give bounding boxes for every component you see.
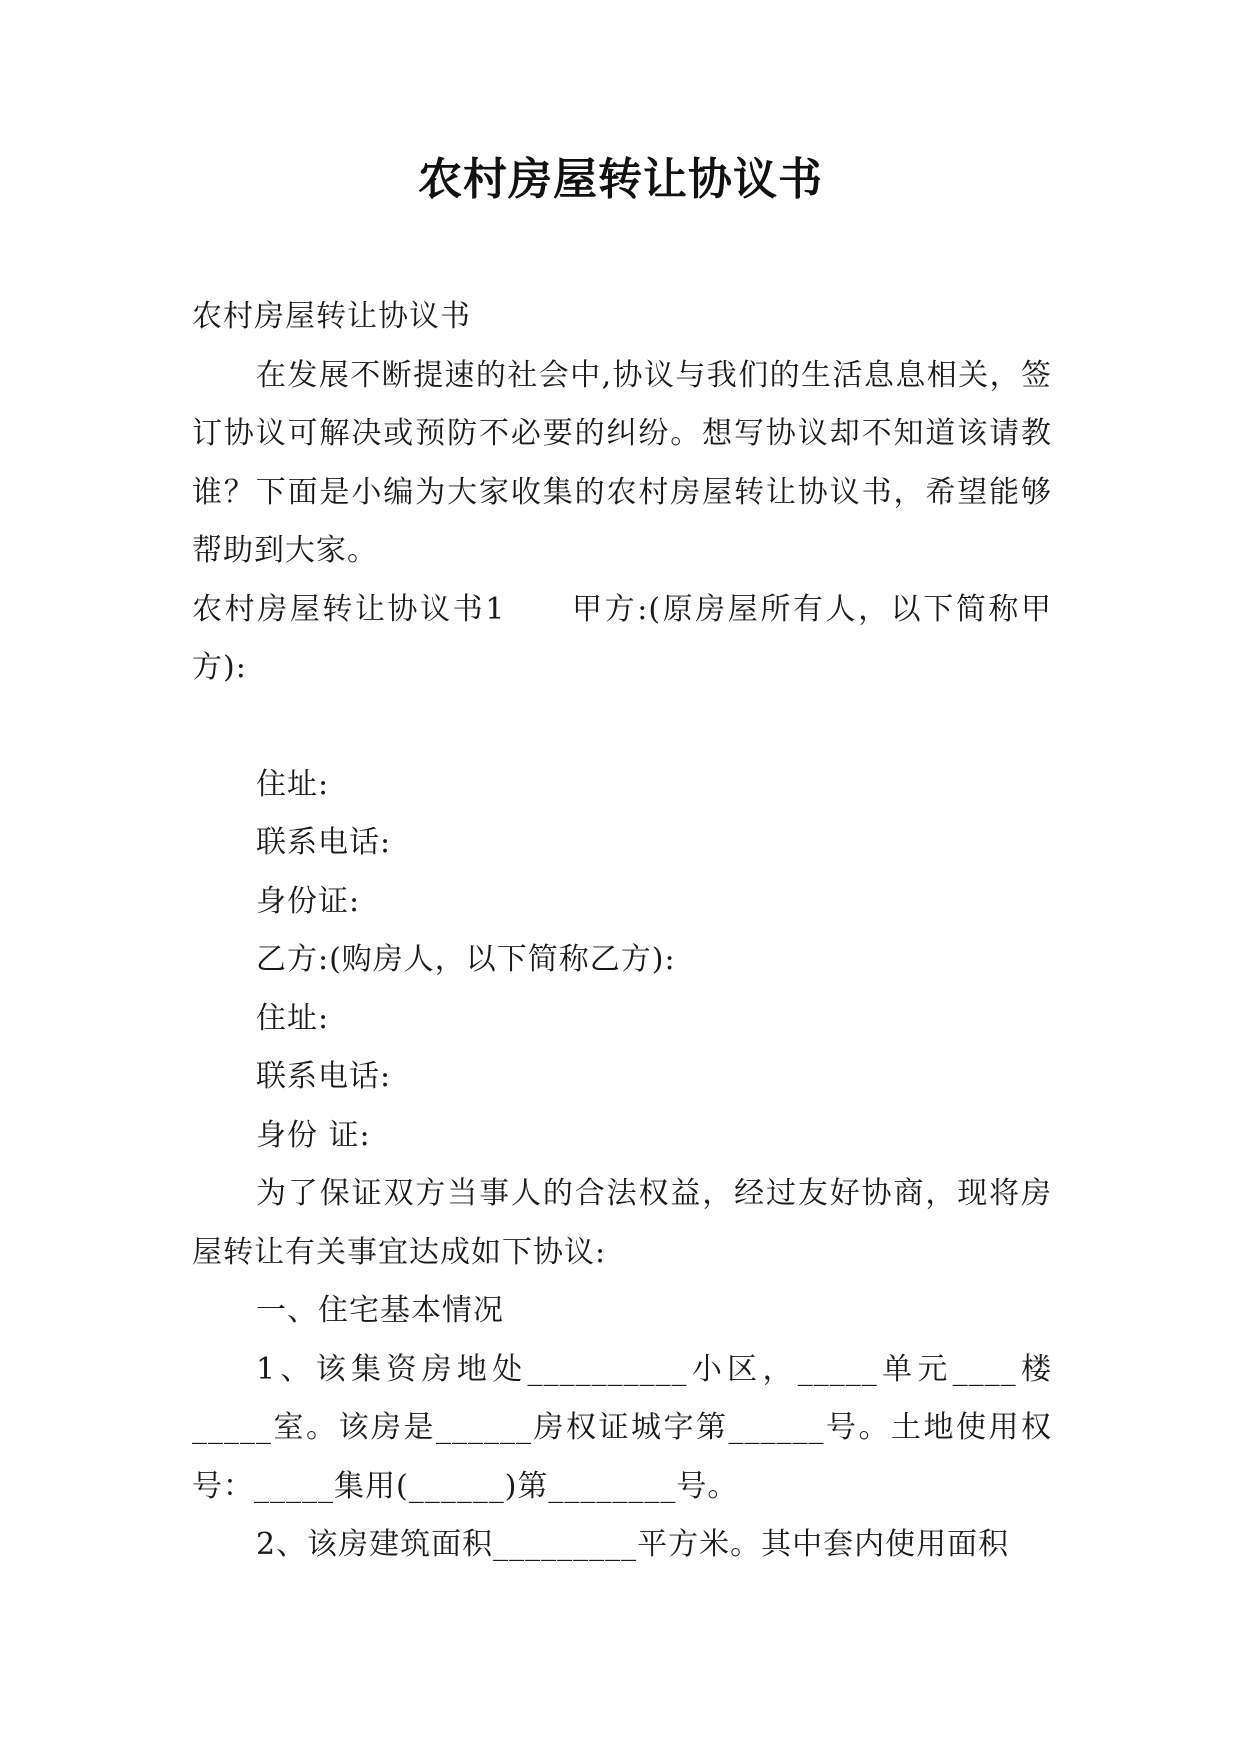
paragraph-intro: 在发展不断提速的社会中,协议与我们的生活息息相关，签订协议可解决或预防不必要的纠纷。想写协议却不知道该请教谁？下面是小编为大家收集的农村房屋转让协议书，希望能够帮助到大家。 [192,357,1052,568]
paragraph-party-b: 乙方:(购房人，以下简称乙方): [256,942,676,977]
field-party-a-phone: 联系电话: [256,825,392,860]
field-party-b-id: 身份 证: [256,1117,371,1153]
field-party-a-id: 身份证: [256,883,361,919]
section-heading-1: 一、住宅基本情况 [256,1293,504,1328]
document-title: 农村房屋转让协议书 [418,154,823,205]
paragraph-party-a: 农村房屋转让协议书1 甲方:(原房屋所有人，以下简称甲方): [192,591,1052,685]
clause-1: 1、该集资房地处__________小区，_____单元____楼_____室。该房是______房权证城字第______号。土地使用权号：_____集用(______)第________号。 [192,1351,1052,1504]
document-body [192,288,1052,1575]
clause-2: 2、该房建筑面积_________平方米。其中套内使用面积 [256,1527,1010,1562]
paragraph-heading: 农村房屋转让协议书 [192,299,471,334]
field-party-a-address: 住址: [256,766,330,802]
blank-line [192,698,1052,756]
field-party-b-phone: 联系电话: [256,1059,392,1094]
field-party-b-address: 住址: [256,1000,330,1036]
paragraph-purpose: 为了保证双方当事人的合法权益，经过友好协商，现将房屋转让有关事宜达成如下协议: [192,1176,1052,1270]
